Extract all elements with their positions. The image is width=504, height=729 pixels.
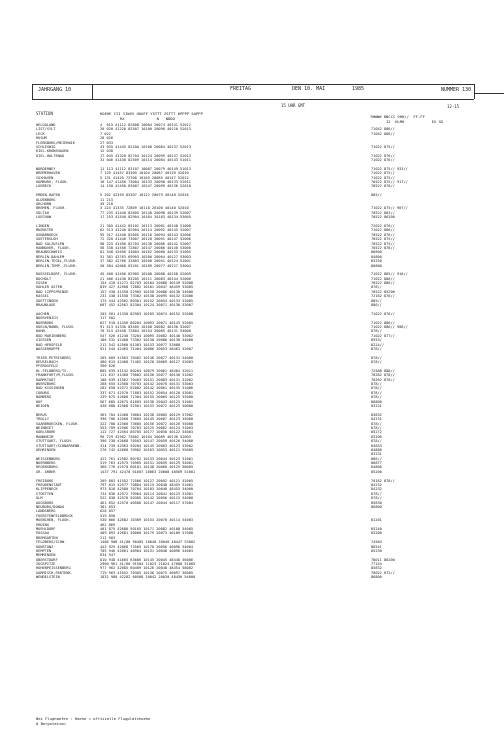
station-name: EMDEN-HAFEN (36, 193, 60, 198)
table-row (36, 575, 476, 579)
station-name: COBURG (36, 390, 49, 395)
station-name: ZUGSPITZE (36, 562, 56, 567)
station-name: AHLHORN (36, 202, 52, 207)
weekday-label: FREITAG (230, 86, 252, 92)
station-name: CUXHAVEN (36, 175, 54, 180)
station-name: PASSAU (36, 531, 49, 536)
observation-data: 396 706 42568 73605 10145 20067 40123 55000 (100, 417, 194, 422)
station-name: KAHLER ASTEN (36, 285, 62, 290)
column-codes-right: 7WWWW 8NCCC 9HH// FF-FF (370, 114, 425, 119)
observation-data: 396 626 (100, 364, 116, 369)
station-name: FUERSTENFELDBRUCK (36, 513, 73, 518)
date-label: DEN 10. MAI (292, 86, 326, 92)
station-name: FREIBURG (36, 478, 54, 483)
observation-data: 62 313 41240 82904 10114 20092 40145 52007 (100, 228, 191, 233)
extra-groups: 71042 886// (371, 131, 395, 136)
extra-groups: 70522 875// 917// (371, 180, 408, 185)
observation-data: 51 381 42763 69903 10200 20064 40127 53003 (100, 254, 191, 259)
station-name: HAHN (36, 329, 45, 334)
station-name: KIEL-HOLTENAU (36, 153, 65, 158)
station-name: STOETTEN (36, 491, 54, 496)
observation-data: 268 655 42568 70703 10142 20070 40131 53003 (100, 382, 194, 387)
observation-data: 56 338 41556 72807 10147 20086 40140 53006 (100, 245, 191, 250)
extra-groups: 8224// (371, 342, 384, 347)
observation-data: 11 215 (100, 197, 113, 202)
observation-data: 202 501 41330 82903 10105 20074 40152 52008 (100, 311, 194, 316)
observation-data: 719 963 41652 70305 10136 20075 40097 56005 (100, 570, 194, 575)
observation-data: 797 815 42577 70804 10115 20048 48455 51001 (100, 483, 194, 488)
extra-groups: 84880 (371, 447, 382, 452)
observation-data: 2960 961 41/00 91504 11023 21024 47008 51005 (100, 562, 196, 567)
observation-data: 14 150 41450 83007 10147 20099 40136 52010 (100, 184, 191, 189)
extra-groups: 85230 (371, 548, 382, 553)
station-name: BAD MARIENBERG (36, 333, 67, 338)
extra-groups: 71022 875// 907// (371, 206, 408, 211)
observation-data: 4 015 41112 82808 10084 20074 40141 52012 (100, 123, 191, 127)
extra-groups: 878// (371, 439, 382, 444)
extra-groups: 878// (371, 395, 382, 400)
station-name: STUTTGART, FLUGH. (36, 439, 73, 444)
observation-data: 438 688 42568 52901 10153 20072 40125 50000 (100, 404, 194, 408)
extra-groups: 70282 878// (371, 373, 395, 378)
issue-number: NUMMER 130 (441, 87, 472, 93)
observation-data: 5 131 41420 72708 10105 20085 40147 52012 (100, 175, 189, 180)
extra-groups: 72162 876// (371, 294, 395, 299)
observation-data: 28 026 (100, 136, 113, 141)
extra-groups: 70522 875// (371, 237, 395, 242)
station-name: WENDELSTEIN (36, 575, 60, 580)
observation-data: 522 838 42570 50305 10142 20056 40115 54000 (100, 496, 194, 501)
station-name: TRIER-PETRISBERG (36, 355, 71, 360)
station-name: AACHEN (36, 311, 49, 316)
observation-data: 810 948 41665 63606 10145 20045 48448 56006 (100, 557, 194, 562)
extra-groups: 878// (371, 382, 382, 387)
footnote-2: # Bergstation (36, 721, 66, 726)
extra-groups: 71022 886// (371, 228, 395, 233)
station-name: ULM (36, 496, 43, 501)
extra-groups: 83231 (371, 404, 382, 408)
station-name: KEMPTEN (36, 548, 52, 553)
extra-groups: 85830 (371, 500, 382, 505)
station-name: NEUBURG/DONAU (36, 504, 65, 509)
observation-data: 443 929 42668 73505 10170 20056 40096 54004 (100, 544, 194, 549)
extra-groups: 71022 876// (371, 311, 395, 316)
station-name: BAD SALZUFLEN (36, 241, 65, 246)
observation-data: 977 962 42685 60409 10126 20040 48454 58002 (100, 566, 194, 571)
observation-data: 269 803 41552 72506 10127 20092 40121 52005 (100, 478, 194, 483)
station-name: BREMERHAVEN (36, 171, 60, 176)
observation-data: 921 544 42465 71404 10086 20053 48463 52007 (100, 346, 194, 351)
station-name: WASSERKUPPE (36, 346, 60, 351)
station-name: KARLSRUHE (36, 430, 56, 435)
extra-groups: 70262 878// (371, 377, 395, 382)
header-box-left (32, 84, 33, 99)
extra-groups: 83330 (371, 259, 382, 264)
observation-data: 628 857 (100, 509, 116, 514)
observation-data: 7 022 (100, 131, 111, 136)
extra-groups: 71022 875// (371, 171, 395, 176)
station-name: MANNHEIM (36, 434, 54, 439)
extra-groups: 86800 (371, 504, 382, 509)
observation-data: 17 253 41540 82904 10164 20103 40134 53005 (100, 215, 191, 220)
observation-data: 91 513 41330 83405 10108 20082 40150 52007 (100, 324, 191, 329)
observation-data: 734 836 42572 70904 10114 20041 40123 51001 (100, 491, 194, 496)
station-name: GIESSEN (36, 338, 52, 343)
station-name: LECK (36, 131, 45, 136)
extra-groups: 85272 (371, 430, 382, 435)
observation-data: 337 671 42570 71803 10152 20054 40128 53001 (100, 390, 194, 395)
observation-data: 547 526 41240 73204 10095 20082 40140 53002 (100, 333, 194, 338)
observation-data: 396 738 42668 70503 10147 20059 40126 54000 (100, 439, 194, 444)
station-name: BREMEN, FLUGH. (36, 206, 67, 211)
observation-data: 108 639 41562 70403 10151 20083 40131 51002 (100, 377, 194, 382)
station-name: LANDSBERG (36, 509, 56, 514)
extra-groups: 84833 (371, 443, 382, 448)
year-label: 1985 (352, 86, 365, 92)
station-name: LUEBECK (36, 184, 52, 189)
station-name: REGENSBURG (36, 465, 58, 470)
observation-data: 705 946 42681 40904 10151 20048 40096 54003 (100, 548, 194, 553)
station-name: FLENSBURG/MEIERWIK (36, 140, 75, 145)
extra-groups: 70522 883// (371, 210, 395, 215)
observation-data: 567 685 42675 61603 10138 20043 40123 51001 (100, 399, 194, 404)
station-name: WEIDEN (36, 404, 49, 408)
station-name: KOELN/BONN, FLUGH. (36, 324, 75, 329)
observation-data: 973 818 42580 70704 10103 20040 48453 54000 (100, 487, 194, 492)
station-name: BAD LIPPSPRINGE (36, 289, 69, 294)
station-name: GARMISCH-PARTENK. (36, 570, 73, 575)
observation-data: 98 325 41456 82704 10130 20086 40142 52007 (100, 241, 191, 246)
observation-data: 111 637 41460 79002 10156 20077 40130 51002 (100, 373, 194, 378)
extra-groups: 72022 876// (371, 223, 395, 228)
observation-data: 1832 980 42282 60508 10042 20020 48450 54000 (100, 575, 196, 580)
extra-groups: 86800 (371, 575, 382, 580)
observation-data: 839 427 42568 72802 10101 20047 48459 53005 (100, 285, 194, 290)
header-rule-top (32, 84, 474, 85)
station-name: DUESSELDORF, FLUGH. (36, 272, 78, 277)
header-rule-bottom (32, 99, 474, 100)
station-name: KLIPPENECK (36, 487, 58, 492)
observation-data: 607 452 42562 82304 10124 20071 40130 53007 (100, 303, 194, 308)
station-name: GR. ARBER (36, 469, 56, 474)
header-box-divider (92, 84, 93, 99)
extra-groups: 878// (371, 329, 382, 334)
observation-data: 16 147 41456 73004 10133 20090 40133 52011 (100, 180, 191, 185)
extra-groups: 71022 886// (371, 320, 395, 325)
station-name: NUERNBERG (36, 461, 56, 466)
observation-data: 3 224 41335 72809 10118 20100 40140 52010 (100, 206, 189, 211)
observation-data: 212 903 (100, 535, 116, 540)
station-name: NOERVENICH (36, 316, 58, 321)
extra-groups: 78022 872// (371, 570, 395, 575)
extra-groups: 70522 878// (371, 245, 395, 250)
extra-groups: 70522 875// (371, 241, 395, 246)
station-name: LUECHOW (36, 215, 52, 220)
observation-data: 314 739 42563 50204 10145 20063 40123 53002 (100, 443, 194, 448)
extra-groups: 81201 (371, 518, 382, 523)
station-name: BREMGARTEN (36, 535, 58, 540)
extra-groups: 86800 (371, 263, 382, 268)
station-name: SCHLESWIG (36, 144, 56, 149)
observation-data: 627 510 41456 80204 10093 20071 40143 52005 (100, 320, 194, 325)
station-name: KASSEL (36, 294, 49, 299)
station-name: SOLTAU (36, 210, 49, 215)
station-name: BRAUNSCHWEIG (36, 250, 62, 255)
observation-data: 634 947 (100, 553, 116, 558)
observation-data: 231 438 41558 73302 10138 20095 40132 52006 (100, 294, 194, 299)
extra-groups: 86541 (371, 544, 382, 549)
observation-data: 175 444 42562 80301 10152 20054 40133 52005 (100, 298, 194, 303)
station-name: KONSTANZ (36, 544, 54, 549)
observation-data: 461 852 42570 40506 10147 20044 40117 57004 (100, 500, 194, 505)
station-name: MUEHLDORF (36, 526, 56, 531)
extra-groups: 886// (371, 303, 382, 308)
header-box-right (474, 84, 475, 99)
station-name: HAMBURG, FLUGH. (36, 180, 69, 185)
extra-groups: 84800 (371, 465, 382, 470)
observation-data: 1437 791 42470 61607 10063 20008 48569 51001 (100, 469, 196, 474)
extra-groups: 885// (371, 298, 382, 303)
observation-data: 1486 908 41/00 90405 10040 20040 48447 53002 (100, 540, 196, 545)
station-name: MEMMINGEN (36, 553, 56, 558)
observation-data: 37 382 42766 32803 10200 20051 40124 51001 (100, 259, 191, 264)
extra-groups: 70182 878// (371, 478, 395, 483)
observation-data: 81 348 42656 43004 10162 20080 40133 51005 (100, 250, 191, 255)
extra-groups: 878// (371, 390, 382, 395)
station-name: FRANKFURT/M,FLUGH. (36, 373, 75, 378)
observation-data: 319 763 42575 70905 10151 20059 40129 54001 (100, 461, 194, 466)
extra-groups: 85832 (371, 566, 382, 571)
station-name: BAD HERSFELD (36, 342, 62, 347)
station-name: STUTTGART/SCHNARRENB. (36, 443, 82, 448)
station-name: FREUDENSTADT (36, 483, 62, 488)
station-name: LIST/SYLT (36, 127, 56, 132)
observation-data: 11 113 41112 83107 10087 20079 40149 51013 (100, 166, 191, 171)
station-name: PFERDSFELD (36, 364, 58, 369)
station-name: SAARBRUECKEN, FLUGH. (36, 421, 80, 426)
station-name: BERLIN-TEGEL,FLUGH. (36, 259, 78, 264)
station-name: WEISSENBURG (36, 456, 60, 461)
observation-data: 409 893 42681 30000 10179 20073 40109 57008 (100, 531, 194, 536)
observation-data: 422 761 42582 80702 10133 20044 40123 51001 (100, 456, 194, 461)
extra-groups: 71022 876// (371, 153, 395, 158)
footnote-1: Bei Flughaefen : Hoehe = offizielle Flugplatzhoehe (36, 716, 151, 721)
extra-groups: 70522 878// (371, 184, 395, 189)
station-name: AUGSBURG (36, 500, 54, 505)
observation-data: 112 727 42564 80705 10177 20058 40122 54003 (100, 430, 194, 435)
extra-groups: 878// (371, 360, 382, 365)
extra-groups: 878// (371, 421, 382, 426)
extra-groups: 8553/ (371, 338, 382, 343)
station-name: GOETTINGEN (36, 298, 58, 303)
column-codes: HOEHE III IIWVV HOOFF YSTTT ZSTTT 6PPPP 5APPP (100, 111, 203, 116)
observation-data: 72 320 41440 73007 10128 20091 40147 52006 (100, 237, 191, 242)
extra-groups: 78011 86200 (371, 557, 395, 562)
extra-groups: 83200 (371, 531, 382, 536)
station-name: OSNABRUECK (36, 232, 58, 237)
station-name: MUENSTER (36, 228, 54, 233)
observation-data: 45 400 41456 82905 10108 20088 40158 52009 (100, 272, 191, 277)
extra-groups: 86800 (371, 399, 382, 404)
extra-groups: 878// (371, 491, 382, 496)
extra-groups: 878// (371, 346, 382, 351)
station-name: HANNOVER, FLUGH. (36, 245, 71, 250)
observation-data: 276 742 42668 70902 10163 20053 40121 55005 (100, 447, 194, 452)
observation-data: 401 875 42680 50105 10171 20082 40108 54005 (100, 526, 194, 531)
observation-data: 70 515 42458 72804 10154 20085 40131 54000 (100, 329, 191, 334)
observation-data: 21 305 41442 83102 10113 20081 40148 51008 (100, 223, 191, 228)
station-name: OEHRINGEN (36, 447, 56, 452)
observation-data: 96 729 42562 73602 10164 20089 40130 52003 (100, 434, 191, 439)
station-name: BOCHOLT (36, 276, 52, 281)
observation-data: 95 317 41440 82605 10116 20094 40143 52006 (100, 232, 191, 237)
station-name: BRAUNLAGE (36, 303, 56, 308)
extra-groups: 71022 875// (371, 175, 395, 180)
header-number-rule (474, 93, 504, 94)
extra-groups: 83832 (371, 412, 382, 417)
observation-data: 49 218 (100, 202, 113, 207)
station-name: BERLIN-TEMP.,FLUGH. (36, 263, 78, 268)
station-name: NUERBURG (36, 320, 54, 325)
extra-groups: 83200 (371, 434, 382, 439)
extra-groups: 878// (371, 285, 382, 290)
extra-groups: 71042 886// (371, 127, 395, 132)
observation-data: 43 035 41445 8210A 10108 20084 40137 52013 (100, 144, 191, 149)
station-name: BERUS (36, 412, 47, 417)
observation-data: 480 615 42468 71402 10126 20069 40127 52003 (100, 360, 194, 365)
extra-groups: 84232 (371, 487, 382, 492)
station-name: HUSUM (36, 136, 47, 141)
station-name: GUETERSLOH (36, 237, 58, 242)
extra-groups: 85240 (371, 526, 382, 531)
column-codes-right-sub: 12 HLMH EX GG (386, 119, 444, 124)
station-name: WUERZBURG (36, 382, 56, 387)
station-name: DEUSELBACH (36, 360, 58, 365)
extra-groups: 886// (371, 456, 382, 461)
observation-data: 5 202 42359 83307 10122 20079 40148 52016 (100, 193, 189, 198)
time-label: 15 UHR GMT (281, 103, 306, 108)
observation-data: 21 406 41430 83205 10111 20083 40144 52006 (100, 276, 191, 281)
station-name: WEINBIET (36, 425, 54, 430)
station-name: KIEL-KRONSHAGEN (36, 149, 69, 154)
station-name: ERDING (36, 522, 49, 527)
observation-data: 31 046 41430 82509 10114 20084 40143 51011 (100, 158, 191, 163)
station-name: BAD KISSINGEN (36, 386, 65, 391)
observation-data: 26 020 41220 82507 10100 20090 40120 52013 (100, 127, 191, 132)
extra-groups: 85200 (371, 469, 382, 474)
station-name: BERLIN-DAHLEM (36, 254, 65, 259)
extra-groups: 77154 (371, 562, 382, 567)
observation-data: 363 704 42468 70804 10138 20085 40129 57002 (100, 412, 194, 417)
extra-groups: 86877 (371, 461, 382, 466)
observation-data: 154 410 41272 82703 10104 20086 40149 52008 (100, 281, 194, 286)
extra-groups: 71022 876// (371, 158, 395, 163)
station-name: TROLLY (36, 417, 49, 422)
station-name: OLDENBURG (36, 197, 56, 202)
station-name: BAMBERG (36, 395, 52, 400)
extra-groups: 71022 875// 933// (371, 166, 408, 171)
station-name: NORDERNEY (36, 166, 56, 171)
station-name: MUENCHEN, FLUGH. (36, 518, 71, 523)
column-codes-sub: RX N NDDD (120, 116, 175, 121)
observation-data: 553 709 42566 70703 10125 20062 40124 51003 (100, 425, 194, 430)
extra-groups: 71022 886// 908// (371, 324, 408, 329)
observation-data: 462 869 (100, 522, 116, 527)
station-heading: STATION (36, 111, 53, 116)
observation-data: 117 502 (100, 316, 116, 321)
observation-data: 157 430 41550 52905 10150 20086 40138 54000 (100, 289, 194, 294)
extra-groups: 70522 86200 (371, 215, 395, 220)
observation-data: 17 045 41320 82704 10124 20099 40137 52013 (100, 153, 191, 158)
observation-data: 530 866 42682 10309 10154 20070 40114 54003 (100, 518, 194, 523)
station-name: HELGOLAND (36, 123, 56, 127)
observation-data: 282 658 42572 82002 10142 20061 40135 51006 (100, 386, 194, 391)
observation-data: 265 609 42563 70402 10146 20077 40131 54000 (100, 355, 194, 360)
extra-groups: 71022 886// (371, 276, 395, 281)
station-name: FELDBERG/SCHW. (36, 540, 67, 545)
jahrgang-label: JAHRGANG 10 (38, 87, 72, 93)
extra-groups: 84231 (371, 417, 382, 422)
extra-groups: 70522 876// (371, 232, 395, 237)
observation-data: 186 532 42460 73302 10130 20086 40138 54000 (100, 338, 194, 343)
station-table (36, 123, 476, 580)
extra-groups: 86800 (371, 250, 382, 255)
extra-groups: 878// (371, 386, 382, 391)
station-name: ESSEN (36, 281, 47, 286)
extra-groups: 878// (371, 355, 382, 360)
observation-data: 212 542 42560 81303 10153 20077 53008 (100, 342, 181, 347)
observation-data: 519 858 (100, 513, 116, 518)
extra-groups: 71022 885// 910// (371, 272, 408, 277)
observation-data: 77 235 41440 82605 10148 20098 40139 52007 (100, 210, 191, 215)
extra-groups: 84800 (371, 254, 382, 259)
observation-data: 12 038 (100, 149, 113, 154)
extra-groups: 70522 85200 (371, 289, 395, 294)
extra-groups: 83231 (371, 452, 382, 457)
extra-groups: 885// (371, 193, 382, 198)
station-name: LINGEN (36, 223, 49, 228)
station-name: HOF (36, 399, 43, 404)
extra-groups: 72588 888// (371, 368, 395, 373)
observation-data: 322 708 42560 73605 10156 20072 40126 55000 (100, 421, 194, 426)
station-name: DARMSTADT (36, 377, 56, 382)
extra-groups: 74584 (371, 540, 382, 545)
observation-data: 7 129 41457 83309 10104 20087 40139 52010 (100, 171, 189, 176)
extra-groups: 71022 877// (371, 333, 395, 338)
extra-groups: 70522 886// (371, 281, 395, 286)
observation-data: 27 033 (100, 140, 113, 145)
extra-groups: 84232 (371, 483, 382, 488)
observation-data: 381 853 (100, 504, 116, 509)
station-name: OBERSTDORF (36, 557, 58, 562)
station-name: HL.FELDBERG/TS. (36, 368, 69, 373)
extra-groups: 878// (371, 425, 382, 430)
hours-range: 12-15 (447, 104, 460, 109)
observation-data: 239 675 42680 71304 10155 20065 40125 53000 (100, 395, 194, 400)
extra-groups: 71022 875// (371, 144, 395, 149)
observation-data: 805 635 41142 80204 10079 20061 48464 52011 (100, 368, 194, 373)
station-name: HOHENPEISSENBERG (36, 566, 71, 571)
observation-data: 366 776 42570 60101 10148 20060 40125 58005 (100, 465, 194, 470)
observation-data: 50 384 42668 63201 10189 20077 40127 53004 (100, 263, 191, 268)
extra-groups: 878// (371, 496, 382, 501)
